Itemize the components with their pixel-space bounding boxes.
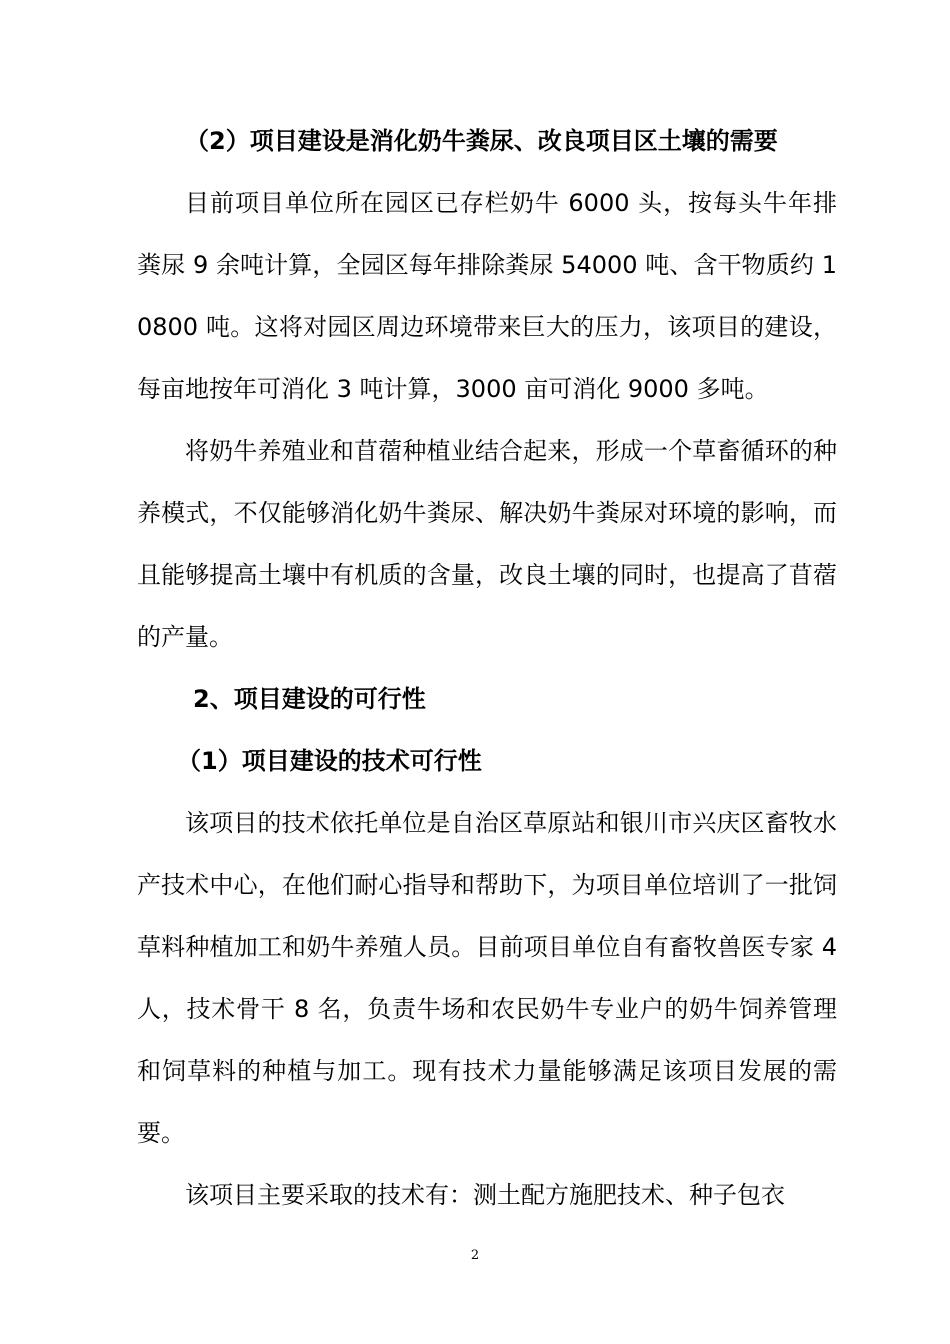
- document-body: [137, 110, 837, 1226]
- section-heading-demand: （2）项目建设是消化奶牛粪尿、改良项目区土壤的需要: [185, 127, 778, 155]
- paragraph-circular-model: 将奶牛养殖业和苜蓿种植业结合起来，形成一个草畜循环的种养模式，不仅能够消化奶牛粪尿、解决奶牛粪尿对环境的影响，而且能够提高土壤中有机质的含量，改良土壤的同时，也提高了苜蓿的产量。: [137, 437, 837, 651]
- paragraph-manure-volume: 目前项目单位所在园区已存栏奶牛 6000 头，按每头牛年排粪尿 9 余吨计算，全园区每年排除粪尿 54000 吨、含干物质约 10800 吨。这将对园区周边环境带来巨大的压力，该项目的建设，每亩地按年可消化 3 吨计算，3000 亩可消化 9000 多吨。: [137, 189, 837, 403]
- paragraph-main-techniques: 该项目主要采取的技术有：测土配方施肥技术、种子包衣: [185, 1181, 785, 1209]
- page-number: 2: [470, 1248, 480, 1263]
- paragraph-technical-support: 该项目的技术依托单位是自治区草原站和银川市兴庆区畜牧水产技术中心，在他们耐心指导和帮助下，为项目单位培训了一批饲草料种植加工和奶牛养殖人员。目前项目单位自有畜牧兽医专家 4 人，技术骨干 8 名，负责牛场和农民奶牛专业户的奶牛饲养管理和饲草料的种植与加工。现有技术力量能够满足该项目发展的需要。: [137, 809, 837, 1147]
- section-heading-technical-feasibility: （1）项目建设的技术可行性: [177, 747, 482, 775]
- section-heading-feasibility: 2、项目建设的可行性: [193, 685, 426, 713]
